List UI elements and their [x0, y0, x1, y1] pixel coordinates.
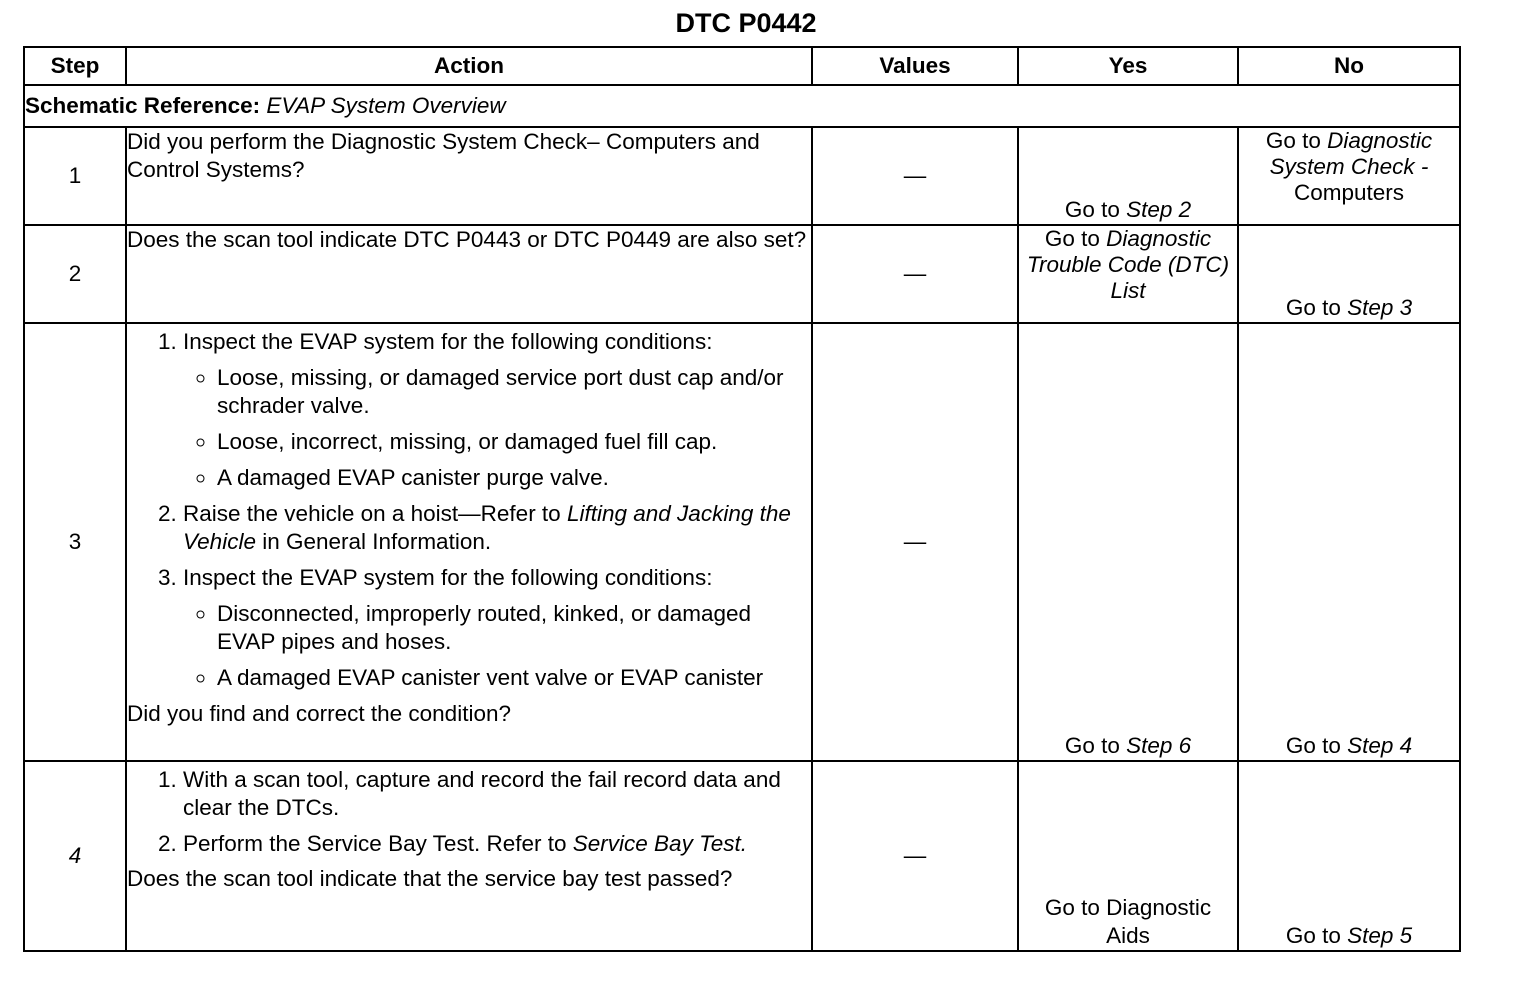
header-action: Action	[126, 47, 812, 85]
table-row	[24, 323, 1460, 761]
table-row	[24, 225, 1460, 323]
procedure-step	[183, 830, 811, 858]
reference-link[interactable]: Service Bay Test.	[572, 831, 748, 856]
condition-item: ◦ Loose, missing, or damaged service port dust cap and/or schrader valve.	[217, 364, 811, 420]
step-number: 1	[24, 127, 126, 225]
header-row	[24, 47, 1460, 85]
no-prefix: Go to	[1265, 128, 1321, 153]
yes-cell	[1018, 127, 1238, 225]
header-step: Step	[24, 47, 126, 85]
no-link[interactable]: Step 3	[1347, 295, 1413, 320]
step-text: With a scan tool, capture and record the fail record data and clear the DTCs.	[183, 767, 781, 820]
no-prefix: Go to	[1285, 733, 1341, 758]
no-prefix: Go to	[1285, 295, 1341, 320]
table-row	[24, 761, 1460, 951]
yes-cell	[1018, 323, 1238, 761]
procedure-steps	[127, 328, 811, 692]
no-cell	[1238, 761, 1460, 951]
value-cell: —	[812, 225, 1018, 323]
action-question: Does the scan tool indicate DTC P0443 or DTC P0449 are also set?	[127, 227, 807, 252]
schematic-link[interactable]: EVAP System Overview	[266, 93, 506, 118]
header-values: Values	[812, 47, 1018, 85]
procedure-step	[183, 766, 811, 822]
diagnostic-table	[23, 46, 1461, 952]
step-text: Perform the Service Bay Test. Refer to	[183, 831, 567, 856]
no-link[interactable]: Step 5	[1347, 923, 1413, 948]
yes-prefix: Go to	[1064, 197, 1120, 222]
action-question: Did you perform the Diagnostic System Check– Computers and Control Systems?	[127, 129, 760, 182]
condition-list	[183, 364, 811, 492]
procedure-step	[183, 500, 811, 556]
step-number: 3	[24, 323, 126, 761]
action-question: Does the scan tool indicate that the service bay test passed?	[127, 866, 733, 891]
reference-link[interactable]: Lifting and Jacking the Vehicle	[183, 501, 791, 554]
yes-cell	[1018, 225, 1238, 323]
no-cell	[1238, 323, 1460, 761]
value-cell: —	[812, 761, 1018, 951]
yes-link[interactable]: Diagnostic Trouble Code (DTC) List	[1026, 226, 1230, 303]
no-link[interactable]: Step 4	[1347, 733, 1413, 758]
procedure-step	[183, 328, 811, 492]
condition-item: ◦ A damaged EVAP canister purge valve.	[217, 464, 811, 492]
no-link[interactable]: Diagnostic System Check -	[1269, 128, 1433, 179]
yes-cell	[1018, 761, 1238, 951]
condition-list	[183, 600, 811, 692]
yes-prefix: Go to	[1044, 226, 1100, 251]
value-cell: —	[812, 323, 1018, 761]
yes-link[interactable]: Step 2	[1126, 197, 1192, 222]
action-text	[126, 323, 812, 761]
condition-item: ◦ A damaged EVAP canister vent valve or EVAP canister	[217, 664, 811, 692]
schematic-row	[24, 85, 1460, 127]
table-row	[24, 127, 1460, 225]
procedure-steps	[127, 766, 811, 858]
yes-link[interactable]: Go to Diagnostic Aids	[1044, 895, 1212, 948]
procedure-step	[183, 564, 811, 692]
header-yes: Yes	[1018, 47, 1238, 85]
condition-item: ◦ Disconnected, improperly routed, kinked, or damaged EVAP pipes and hoses.	[217, 600, 811, 656]
action-text	[126, 225, 812, 323]
no-cell	[1238, 127, 1460, 225]
action-question: Did you find and correct the condition?	[127, 701, 511, 726]
value-cell: —	[812, 127, 1018, 225]
no-suffix: Computers	[1293, 180, 1405, 205]
step-text: Raise the vehicle on a hoist—Refer to	[183, 501, 561, 526]
schematic-label: Schematic Reference:	[25, 93, 261, 118]
action-text	[126, 761, 812, 951]
yes-prefix: Go to	[1064, 733, 1120, 758]
header-no: No	[1238, 47, 1460, 85]
condition-item: ◦ Loose, incorrect, missing, or damaged fuel fill cap.	[217, 428, 811, 456]
step-number: 4	[24, 761, 126, 951]
step-text: in General Information.	[262, 529, 492, 554]
yes-link[interactable]: Step 6	[1126, 733, 1192, 758]
no-cell	[1238, 225, 1460, 323]
step-number: 2	[24, 225, 126, 323]
schematic-reference	[24, 85, 1460, 127]
step-text: Inspect the EVAP system for the following conditions:	[183, 329, 713, 354]
page-title: DTC P0442	[675, 8, 817, 38]
action-text	[126, 127, 812, 225]
step-text: Inspect the EVAP system for the following conditions:	[183, 565, 713, 590]
no-prefix: Go to	[1285, 923, 1341, 948]
